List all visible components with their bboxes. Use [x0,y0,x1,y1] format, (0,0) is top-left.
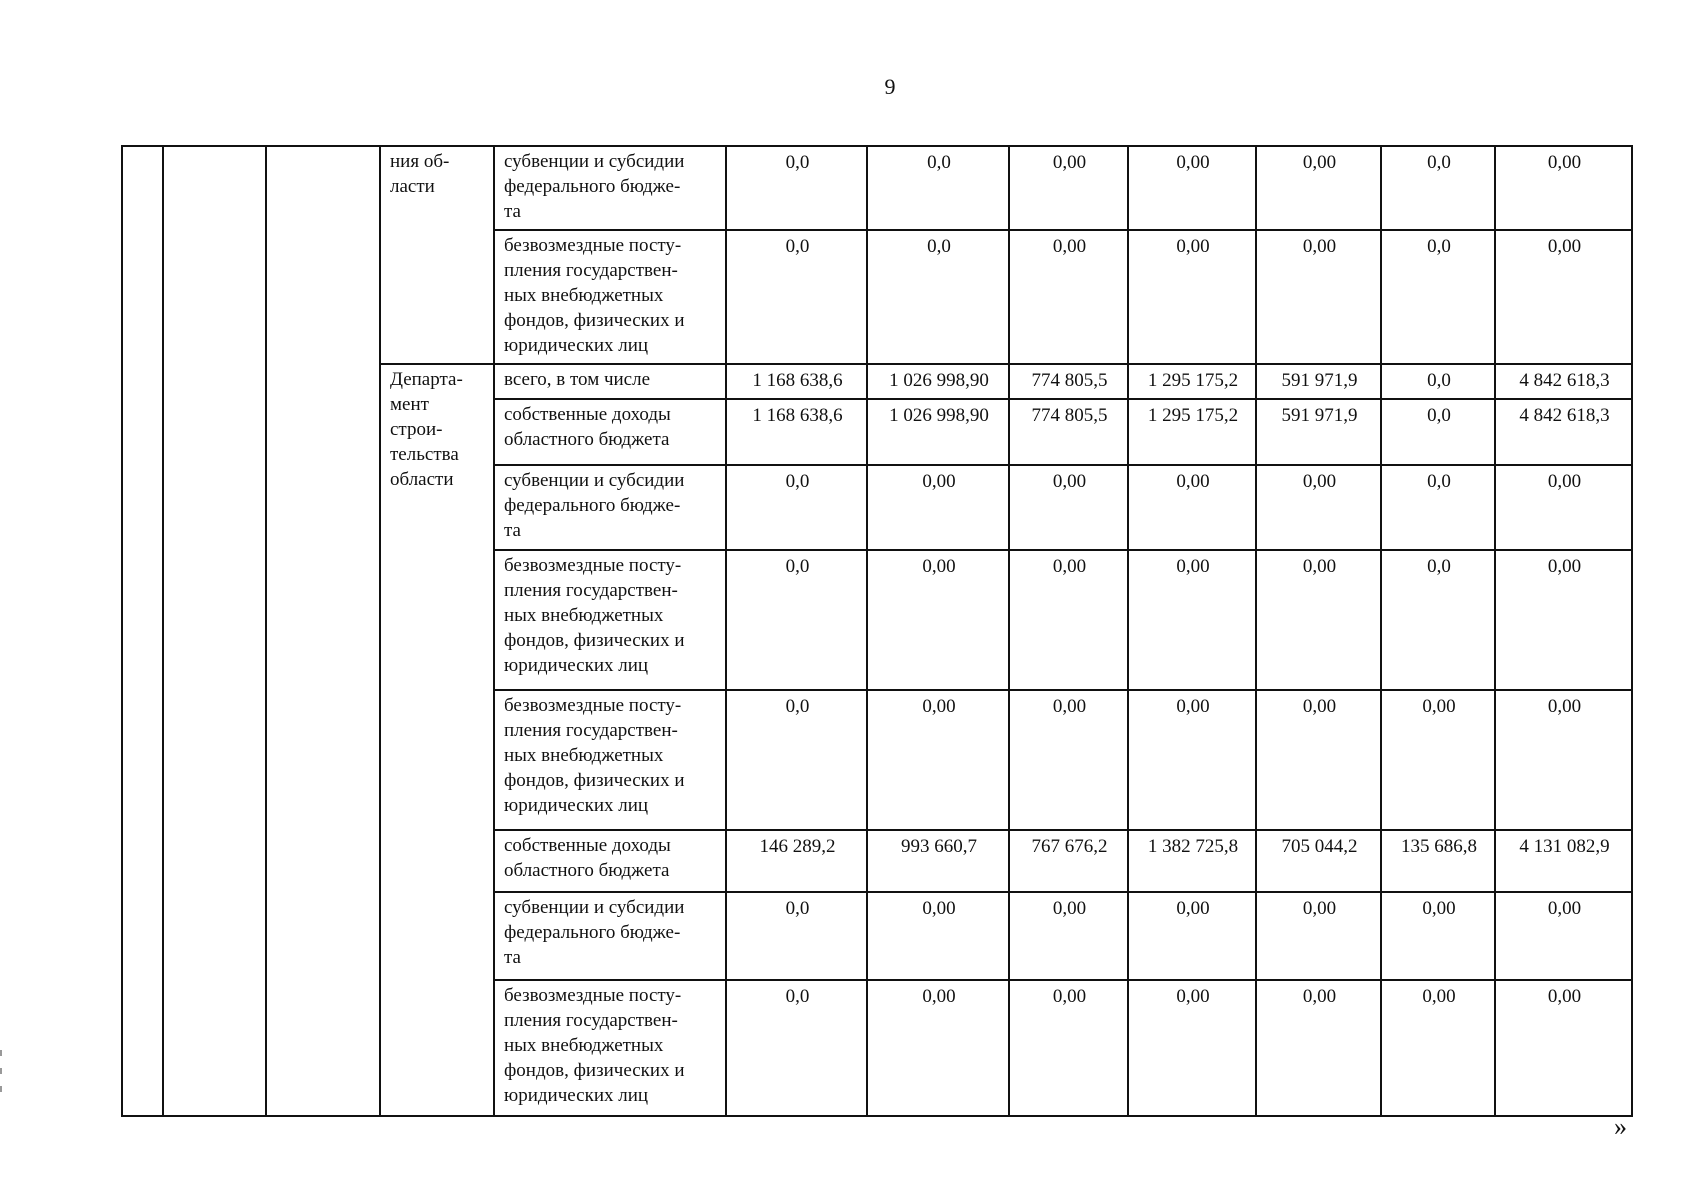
total-value-cell: 4 131 082,9 [1495,830,1632,892]
value-cell: 0,00 [1128,230,1256,364]
value-cell: 0,00 [1128,892,1256,980]
value-cell: 0,0 [1381,364,1495,399]
scan-mark [0,1050,2,1056]
funding-source-cell: безвозмездные посту- пления государствен- ных внебюджетных фондов, физических и юридических лиц [494,230,726,364]
value-cell: 0,00 [867,980,1009,1116]
value-cell: 1 168 638,6 [726,399,867,465]
value-cell: 0,00 [1256,146,1381,230]
value-cell: 591 971,9 [1256,364,1381,399]
total-value-cell: 0,00 [1495,230,1632,364]
value-cell: 1 382 725,8 [1128,830,1256,892]
value-cell: 0,00 [1009,146,1128,230]
value-cell: 0,0 [726,230,867,364]
value-cell: 0,0 [726,690,867,830]
value-cell: 705 044,2 [1256,830,1381,892]
total-value-cell: 0,00 [1495,892,1632,980]
value-cell: 0,00 [867,550,1009,690]
value-cell: 0,00 [867,690,1009,830]
value-cell: 0,0 [726,465,867,550]
value-cell: 767 676,2 [1009,830,1128,892]
funding-source-cell: собственные доходы областного бюджета [494,399,726,465]
value-cell: 1 026 998,90 [867,364,1009,399]
subprogram-column [266,146,380,1116]
value-cell: 591 971,9 [1256,399,1381,465]
value-cell: 0,00 [1256,980,1381,1116]
value-cell: 0,00 [1256,690,1381,830]
value-cell: 0,00 [1009,980,1128,1116]
total-value-cell: 0,00 [1495,465,1632,550]
value-cell: 0,0 [726,892,867,980]
total-value-cell: 0,00 [1495,690,1632,830]
value-cell: 0,00 [1256,230,1381,364]
value-cell: 0,00 [1009,230,1128,364]
value-cell: 0,0 [726,980,867,1116]
value-cell: 993 660,7 [867,830,1009,892]
value-cell: 0,00 [1009,465,1128,550]
funding-source-cell: безвозмездные посту- пления государствен- ных внебюджетных фондов, физических и юридических лиц [494,980,726,1116]
organization-cell: Департа- мент строи- тельства области [380,364,494,1116]
value-cell: 1 295 175,2 [1128,364,1256,399]
organization-cell: ния об- ласти [380,146,494,364]
value-cell: 0,00 [1009,550,1128,690]
table-body [122,146,1632,1116]
funding-source-cell: субвенции и субсидии федерального бюдже- та [494,146,726,230]
total-value-cell: 0,00 [1495,980,1632,1116]
page-number: 9 [884,74,896,99]
value-cell: 0,00 [1128,465,1256,550]
scan-mark [0,1086,2,1092]
value-cell: 0,0 [1381,465,1495,550]
value-cell: 0,00 [1381,892,1495,980]
value-cell: 0,0 [726,550,867,690]
value-cell: 0,00 [1128,550,1256,690]
funding-source-cell: безвозмездные посту- пления государствен- ных внебюджетных фондов, физических и юридических лиц [494,550,726,690]
value-cell: 0,0 [1381,230,1495,364]
value-cell: 1 026 998,90 [867,399,1009,465]
value-cell: 774 805,5 [1009,364,1128,399]
value-cell: 0,00 [1256,892,1381,980]
total-value-cell: 4 842 618,3 [1495,399,1632,465]
program-column [163,146,266,1116]
table-row [122,146,1632,230]
value-cell: 0,00 [1128,146,1256,230]
funding-source-cell: субвенции и субсидии федерального бюдже- та [494,892,726,980]
value-cell: 774 805,5 [1009,399,1128,465]
value-cell: 0,00 [1381,690,1495,830]
value-cell: 0,00 [1009,690,1128,830]
value-cell: 135 686,8 [1381,830,1495,892]
value-cell: 0,00 [1009,892,1128,980]
value-cell: 146 289,2 [726,830,867,892]
value-cell: 0,0 [867,146,1009,230]
value-cell: 0,00 [1128,690,1256,830]
total-value-cell: 0,00 [1495,146,1632,230]
value-cell: 1 295 175,2 [1128,399,1256,465]
value-cell: 0,00 [1256,550,1381,690]
value-cell: 1 168 638,6 [726,364,867,399]
funding-source-cell: собственные доходы областного бюджета [494,830,726,892]
funding-source-cell: субвенции и субсидии федерального бюдже- та [494,465,726,550]
value-cell: 0,00 [1256,465,1381,550]
budget-table [121,145,1633,1117]
value-cell: 0,0 [1381,399,1495,465]
value-cell: 0,0 [867,230,1009,364]
value-cell: 0,0 [1381,146,1495,230]
value-cell: 0,0 [1381,550,1495,690]
total-value-cell: 0,00 [1495,550,1632,690]
funding-source-cell: всего, в том числе [494,364,726,399]
index-column [122,146,163,1116]
funding-source-cell: безвозмездные посту- пления государствен- ных внебюджетных фондов, физических и юридических лиц [494,690,726,830]
value-cell: 0,00 [867,465,1009,550]
value-cell: 0,00 [1381,980,1495,1116]
value-cell: 0,00 [1128,980,1256,1116]
scan-mark [0,1068,2,1074]
total-value-cell: 4 842 618,3 [1495,364,1632,399]
closing-quote: » [1614,1112,1627,1141]
value-cell: 0,0 [726,146,867,230]
value-cell: 0,00 [867,892,1009,980]
